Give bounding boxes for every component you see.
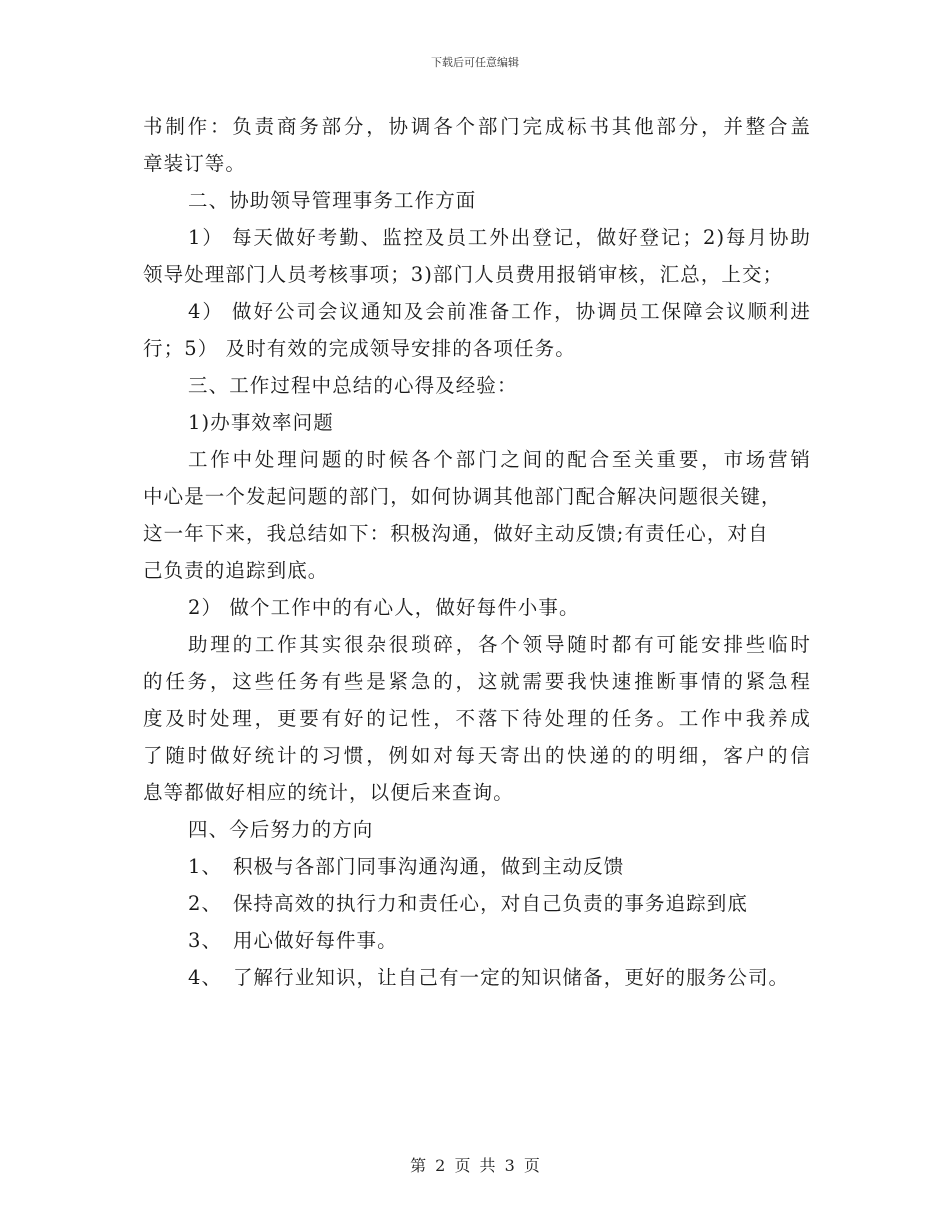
paragraph-line: 章装订等。 — [143, 152, 247, 175]
paragraph-line: 中心是一个发起问题的部门，如何协调其他部门配合解决问题很关键， — [143, 485, 782, 508]
page-header: 下载后可任意编辑 — [431, 56, 519, 69]
paragraph-line: 行；5） 及时有效的完成领导安排的各项任务。 — [143, 337, 576, 360]
list-item: 2、 保持高效的执行力和责任心，对自己负责的事务追踪到底 — [188, 892, 748, 915]
document-body — [143, 108, 811, 996]
list-item: 3、 用心做好每件事。 — [188, 929, 398, 952]
paragraph-line: 息等都做好相应的统计，以便后来查询。 — [143, 781, 514, 804]
list-item: 1、 积极与各部门同事沟通沟通，做到主动反馈 — [188, 855, 625, 878]
list-item: 4、 了解行业知识，让自己有一定的知识储备，更好的服务公司。 — [188, 966, 790, 989]
section-heading: 四、今后努力的方向 — [188, 818, 374, 841]
paragraph-line: 领导处理部门人员考核事项；3)部门人员费用报销审核，汇总，上交； — [143, 263, 784, 286]
section-heading: 三、工作过程中总结的心得及经验： — [188, 374, 518, 397]
paragraph-line: 4） 做好公司会议通知及会前准备工作，协调员工保障会议顺利进 — [188, 300, 811, 323]
paragraph-line: 度及时处理，更要有好的记性，不落下待处理的任务。工作中我养成 — [143, 707, 811, 730]
paragraph-line: 书制作：负责商务部分，协调各个部门完成标书其他部分，并整合盖 — [143, 115, 811, 138]
paragraph-line: 这一年下来，我总结如下：积极沟通，做好主动反馈;有责任心，对自 — [143, 522, 769, 545]
section-heading: 二、协助领导管理事务工作方面 — [188, 189, 477, 212]
paragraph-line: 工作中处理问题的时候各个部门之间的配合至关重要，市场营销 — [188, 448, 811, 471]
subsection-heading: 1)办事效率问题 — [188, 411, 334, 434]
paragraph-line: 1） 每天做好考勤、监控及员工外出登记，做好登记；2)每月协助 — [188, 226, 811, 249]
subsection-heading: 2） 做个工作中的有心人，做好每件小事。 — [188, 596, 580, 619]
paragraph-line: 己负责的追踪到底。 — [143, 559, 329, 582]
paragraph-line: 了随时做好统计的习惯，例如对每天寄出的快递的的明细，客户的信 — [143, 744, 811, 767]
paragraph-line: 助理的工作其实很杂很琐碎，各个领导随时都有可能安排些临时 — [188, 633, 811, 656]
page-footer: 第 2 页 共 3 页 — [410, 1156, 540, 1175]
paragraph-line: 的任务，这些任务有些是紧急的，这就需要我快速推断事情的紧急程 — [143, 670, 811, 693]
